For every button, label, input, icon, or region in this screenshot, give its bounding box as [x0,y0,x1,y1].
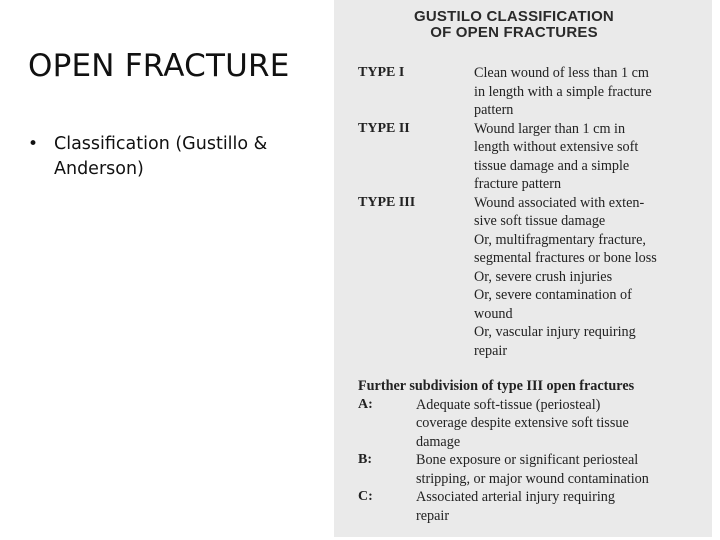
description-line: tissue damage and a simple [474,157,630,174]
figure-title-line: OF OPEN FRACTURES [430,24,598,41]
classification-figure [334,0,712,537]
description-line: Associated arterial injury requiring [416,489,615,505]
subdivision-label: B: [358,452,372,467]
subdivision-row-a [358,396,708,452]
type-row-2 [358,120,708,194]
subdivision-row-c [358,488,708,525]
description-line: wound [474,305,513,322]
type-label: TYPE III [358,194,416,210]
description-line: in length with a simple fracture [474,83,652,100]
subdivision-description [416,396,629,452]
description-line: Or, vascular injury requiring [474,324,636,340]
description-line: segmental fractures or bone loss [474,250,657,266]
subdivision-label: A: [358,396,373,412]
description-line: Clean wound of less than 1 cm [474,65,649,81]
subdivision-description [416,451,649,488]
type-description [474,64,652,120]
bullet-dot-icon: • [28,134,39,154]
description-line: Or, severe contamination of [474,287,632,303]
description-line: repair [474,342,508,359]
description-line: repair [416,507,450,524]
subdivision-label: C: [358,489,373,504]
subdivision-description [416,488,615,525]
bullet-list [28,132,318,182]
subdivision-section [358,377,708,525]
description-line: damage [416,433,461,450]
description-line: pattern [474,102,514,118]
description-line: Wound associated with exten- [474,194,645,211]
subdivision-row-b [358,451,708,488]
subdivision-heading: Further subdivision of type III open fractures [358,378,635,394]
figure-title-line: GUSTILO CLASSIFICATION [414,8,614,25]
description-line: Or, severe crush injuries [474,268,613,285]
type-row-1 [358,64,708,120]
description-line: Bone exposure or significant periosteal [416,452,639,468]
description-line: Wound larger than 1 cm in [474,120,626,137]
description-line: Or, multifragmentary fracture, [474,231,646,248]
type-list [358,64,708,360]
type-row-3 [358,194,708,361]
description-line: length without extensive soft [474,139,639,155]
slide-title: OPEN FRACTURE [28,48,290,84]
figure-title [374,9,654,41]
bullet-text: Classification (Gustillo & Anderson) [54,134,268,179]
description-line: sive soft tissue damage [474,213,606,229]
bullet-item [28,132,318,182]
type-description [474,194,657,361]
type-label: TYPE I [358,65,405,80]
description-line: stripping, or major wound contamination [416,470,649,487]
description-line: Adequate soft-tissue (periosteal) [416,396,601,413]
description-line: fracture pattern [474,176,562,192]
type-description [474,120,638,194]
type-label: TYPE II [358,120,410,136]
description-line: coverage despite extensive soft tissue [416,415,629,431]
